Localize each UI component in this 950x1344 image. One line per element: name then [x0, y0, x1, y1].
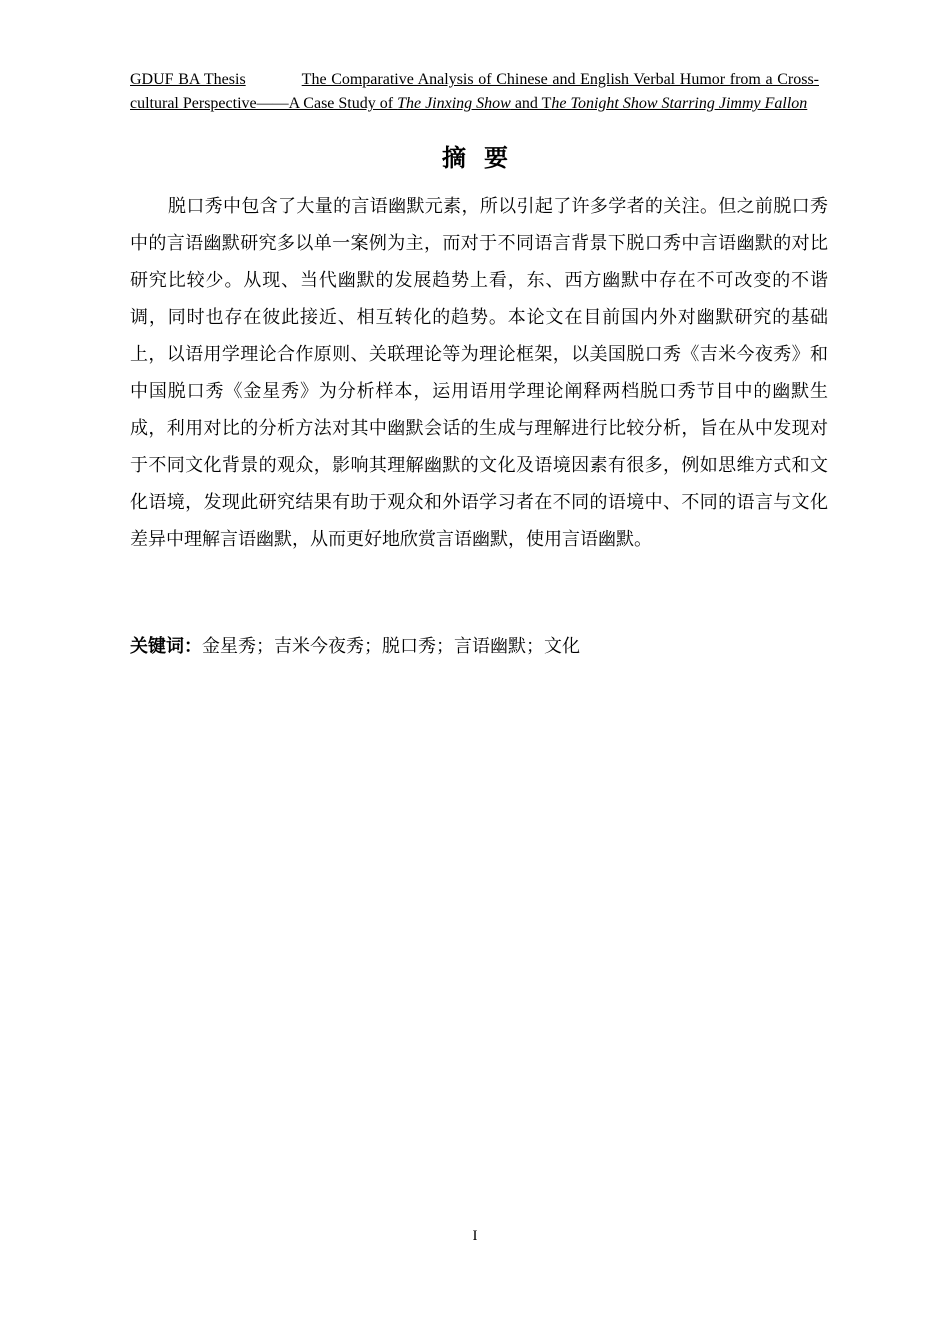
page-number: I	[472, 1228, 478, 1244]
keywords-value: 金星秀；吉米今夜秀；脱口秀；言语幽默；文化	[202, 636, 580, 657]
keywords-label: 关键词：	[130, 636, 202, 657]
header-show-title-1: The Jinxing Show	[397, 95, 511, 112]
abstract-heading: 摘要	[442, 144, 526, 172]
running-header	[130, 68, 819, 116]
header-title-connector: and T	[510, 95, 552, 112]
header-title-text: The Comparative Analysis of Chinese and English Verbal Humor from a Cross-cultural Perspective——A Case Study of	[130, 71, 819, 112]
header-thesis-label: GDUF BA Thesis	[130, 71, 246, 88]
abstract-body: 脱口秀中包含了大量的言语幽默元素，所以引起了许多学者的关注。但之前脱口秀中的言语幽默研究多以单一案例为主，而对于不同语言背景下脱口秀中言语幽默的对比研究比较少。从现、当代幽默的发展趋势上看，东、西方幽默中存在不可改变的不谐调，同时也存在彼此接近、相互转化的趋势。本论文在目前国内外对幽默研究的基础上，以语用学理论合作原则、关联理论等为理论框架，以美国脱口秀《吉米今夜秀》和中国脱口秀《金星秀》为分析样本，运用语用学理论阐释两档脱口秀节目中的幽默生成，利用对比的分析方法对其中幽默会话的生成与理解进行比较分析，旨在从中发现对于不同文化背景的观众，影响其理解幽默的文化及语境因素有很多，例如思维方式和文化语境，发现此研究结果有助于观众和外语学习者在不同的语境中、不同的语言与文化差异中理解言语幽默，从而更好地欣赏言语幽默，使用言语幽默。	[130, 196, 828, 550]
keywords-line	[130, 632, 830, 662]
header-show-title-2: he Tonight Show Starring Jimmy Fallon	[551, 95, 808, 112]
